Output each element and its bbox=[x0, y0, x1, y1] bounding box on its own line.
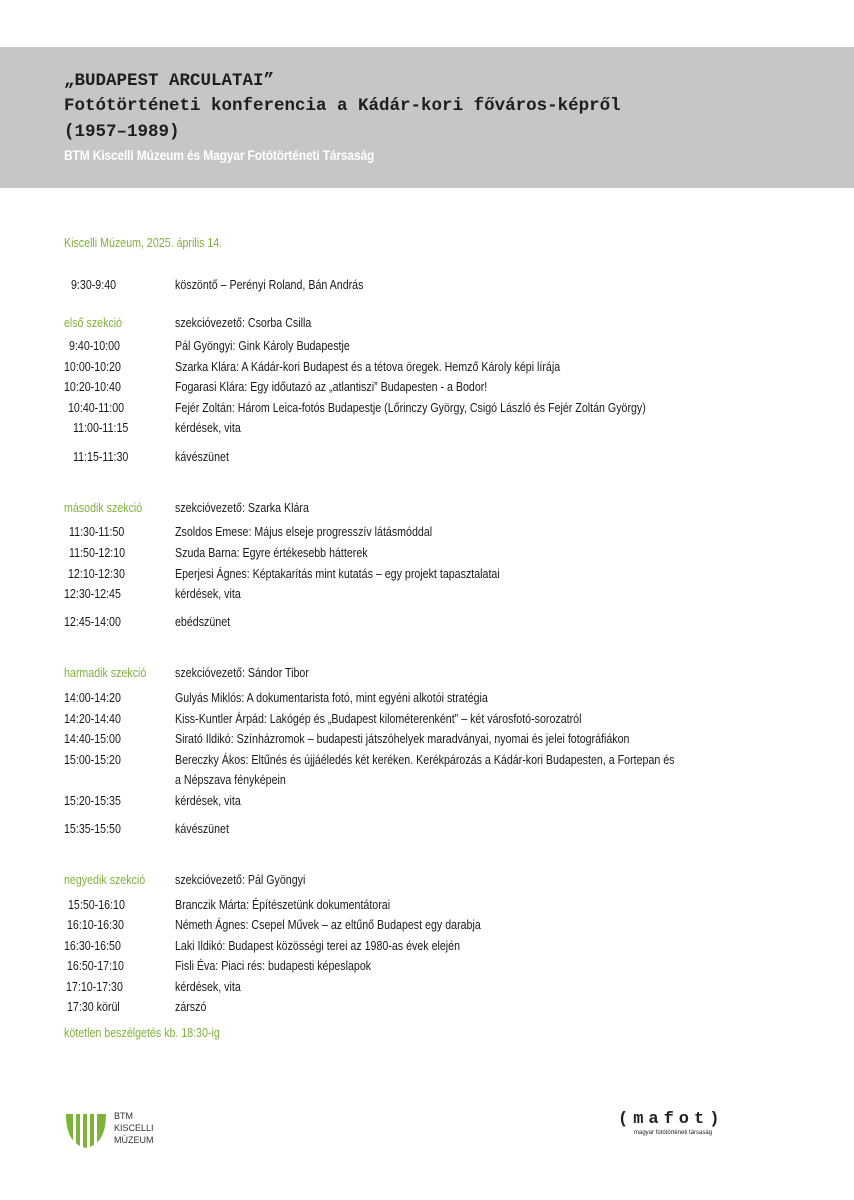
break-text: kávészünet bbox=[175, 821, 229, 836]
slot-time: 17:10-17:30 bbox=[66, 979, 123, 994]
mafot-logo: (mafot) magyar fotótörténeti társaság bbox=[618, 1110, 725, 1136]
section-label: második szekció bbox=[64, 500, 143, 515]
opening-text: köszöntő – Perényi Roland, Bán András bbox=[175, 277, 364, 292]
closing-note: kötetlen beszélgetés kb. 18:30-ig bbox=[64, 1025, 220, 1040]
break-text: ebédszünet bbox=[175, 614, 231, 629]
opening-time: 9:30-9:40 bbox=[71, 277, 117, 292]
slot-time: 10:20-10:40 bbox=[64, 379, 121, 394]
logo-text-line: MÚZEUM bbox=[114, 1135, 154, 1145]
logo-text-line: BTM bbox=[114, 1111, 133, 1121]
slot-talk: kérdések, vita bbox=[175, 586, 241, 601]
slot-time: 16:30-16:50 bbox=[64, 938, 121, 953]
slot-talk: Fisli Éva: Piaci rés: budapesti képeslapok bbox=[175, 958, 372, 973]
section-chair: szekcióvezető: Sándor Tibor bbox=[175, 665, 309, 680]
slot-talk: Eperjesi Ágnes: Képtakarítás mint kutatás – egy projekt tapasztalatai bbox=[175, 566, 500, 581]
kiscelli-leaf-icon bbox=[64, 1108, 108, 1150]
section-label: első szekció bbox=[64, 315, 123, 330]
slot-time: 10:40-11:00 bbox=[68, 400, 125, 415]
section-label: negyedik szekció bbox=[64, 872, 146, 887]
slot-talk: zárszó bbox=[175, 999, 207, 1014]
slot-talk: Fogarasi Klára: Egy időutazó az „atlantiszi” Budapesten - a Bodor! bbox=[175, 379, 488, 394]
slot-talk: Pál Gyöngyi: Gink Károly Budapestje bbox=[175, 338, 350, 353]
slot-talk: Szuda Barna: Egyre értékesebb hátterek bbox=[175, 545, 368, 560]
title-line-1: „BUDAPEST ARCULATAI” bbox=[64, 71, 275, 91]
slot-time: 17:30 körül bbox=[67, 999, 120, 1014]
slot-time: 10:00-10:20 bbox=[64, 359, 121, 374]
header-band bbox=[0, 47, 854, 188]
slot-time: 16:50-17:10 bbox=[67, 958, 124, 973]
kiscelli-museum-logo bbox=[64, 1108, 204, 1150]
slot-talk: Fejér Zoltán: Három Leica-fotós Budapestje (Lőrinczy György, Csigó László és Fejér Zoltán György) bbox=[175, 400, 646, 415]
slot-talk: kérdések, vita bbox=[175, 979, 241, 994]
slot-time: 12:30-12:45 bbox=[64, 586, 121, 601]
slot-talk: Laki Ildikó: Budapest közösségi terei az 1980-as évek elején bbox=[175, 938, 461, 953]
slot-time: 11:50-12:10 bbox=[69, 545, 126, 560]
slot-talk: Sirató Ildikó: Színházromok – budapesti játszóhelyek maradványai, nyomai és jelei fotográfiákon bbox=[175, 731, 630, 746]
mafot-subtitle: magyar fotótörténeti társaság bbox=[634, 1130, 713, 1136]
slot-time: 11:30-11:50 bbox=[69, 524, 125, 539]
logo-text-line: KISCELLI bbox=[114, 1123, 154, 1133]
slot-talk: kérdések, vita bbox=[175, 420, 241, 435]
break-time: 11:15-11:30 bbox=[73, 449, 129, 464]
slot-time: 15:20-15:35 bbox=[64, 793, 121, 808]
section-chair: szekcióvezető: Pál Gyöngyi bbox=[175, 872, 306, 887]
section-label: harmadik szekció bbox=[64, 665, 147, 680]
slot-talk: Németh Ágnes: Csepel Művek – az eltűnő Budapest egy darabja bbox=[175, 917, 481, 932]
slot-time: 15:50-16:10 bbox=[68, 897, 125, 912]
slot-time: 14:00-14:20 bbox=[64, 690, 121, 705]
mafot-wordmark: mafot bbox=[633, 1110, 710, 1129]
place-date: Kiscelli Múzeum, 2025. április 14. bbox=[64, 235, 223, 250]
break-time: 12:45-14:00 bbox=[64, 614, 121, 629]
slot-time: 11:00-11:15 bbox=[73, 420, 129, 435]
break-time: 15:35-15:50 bbox=[64, 821, 121, 836]
slot-time: 12:10-12:30 bbox=[68, 566, 125, 581]
slot-talk: Szarka Klára: A Kádár-kori Budapest és a tétova öregek. Hemző Károly képi lírája bbox=[175, 359, 561, 374]
slot-talk: Branczik Márta: Építészetünk dokumentátorai bbox=[175, 897, 391, 912]
slot-talk: Zsoldos Emese: Május elseje progresszív látásmóddal bbox=[175, 524, 433, 539]
slot-talk-continued: a Népszava fényképein bbox=[175, 772, 286, 787]
slot-talk: Gulyás Miklós: A dokumentarista fotó, mint egyéni alkotói stratégia bbox=[175, 690, 488, 705]
break-text: kávészünet bbox=[175, 449, 229, 464]
organizers: BTM Kiscelli Múzeum és Magyar Fotótörténeti Társaság bbox=[64, 147, 375, 163]
slot-time: 16:10-16:30 bbox=[67, 917, 124, 932]
slot-time: 15:00-15:20 bbox=[64, 752, 121, 767]
title-line-3: (1957–1989) bbox=[64, 122, 180, 142]
section-chair: szekcióvezető: Szarka Klára bbox=[175, 500, 309, 515]
slot-talk: Bereczky Ákos: Eltűnés és újjáéledés két keréken. Kerékpározás a Kádár-kori Budapesten, a Fortepan és bbox=[175, 752, 675, 767]
title-line-2: Fotótörténeti konferencia a Kádár-kori főváros-képről bbox=[64, 96, 621, 116]
section-chair: szekcióvezető: Csorba Csilla bbox=[175, 315, 312, 330]
slot-time: 14:20-14:40 bbox=[64, 711, 121, 726]
slot-talk: kérdések, vita bbox=[175, 793, 241, 808]
slot-talk: Kiss-Kuntler Árpád: Lakógép és „Budapest kilométerenként” – két városfotó-sorozatról bbox=[175, 711, 582, 726]
slot-time: 14:40-15:00 bbox=[64, 731, 121, 746]
slot-time: 9:40-10:00 bbox=[69, 338, 120, 353]
